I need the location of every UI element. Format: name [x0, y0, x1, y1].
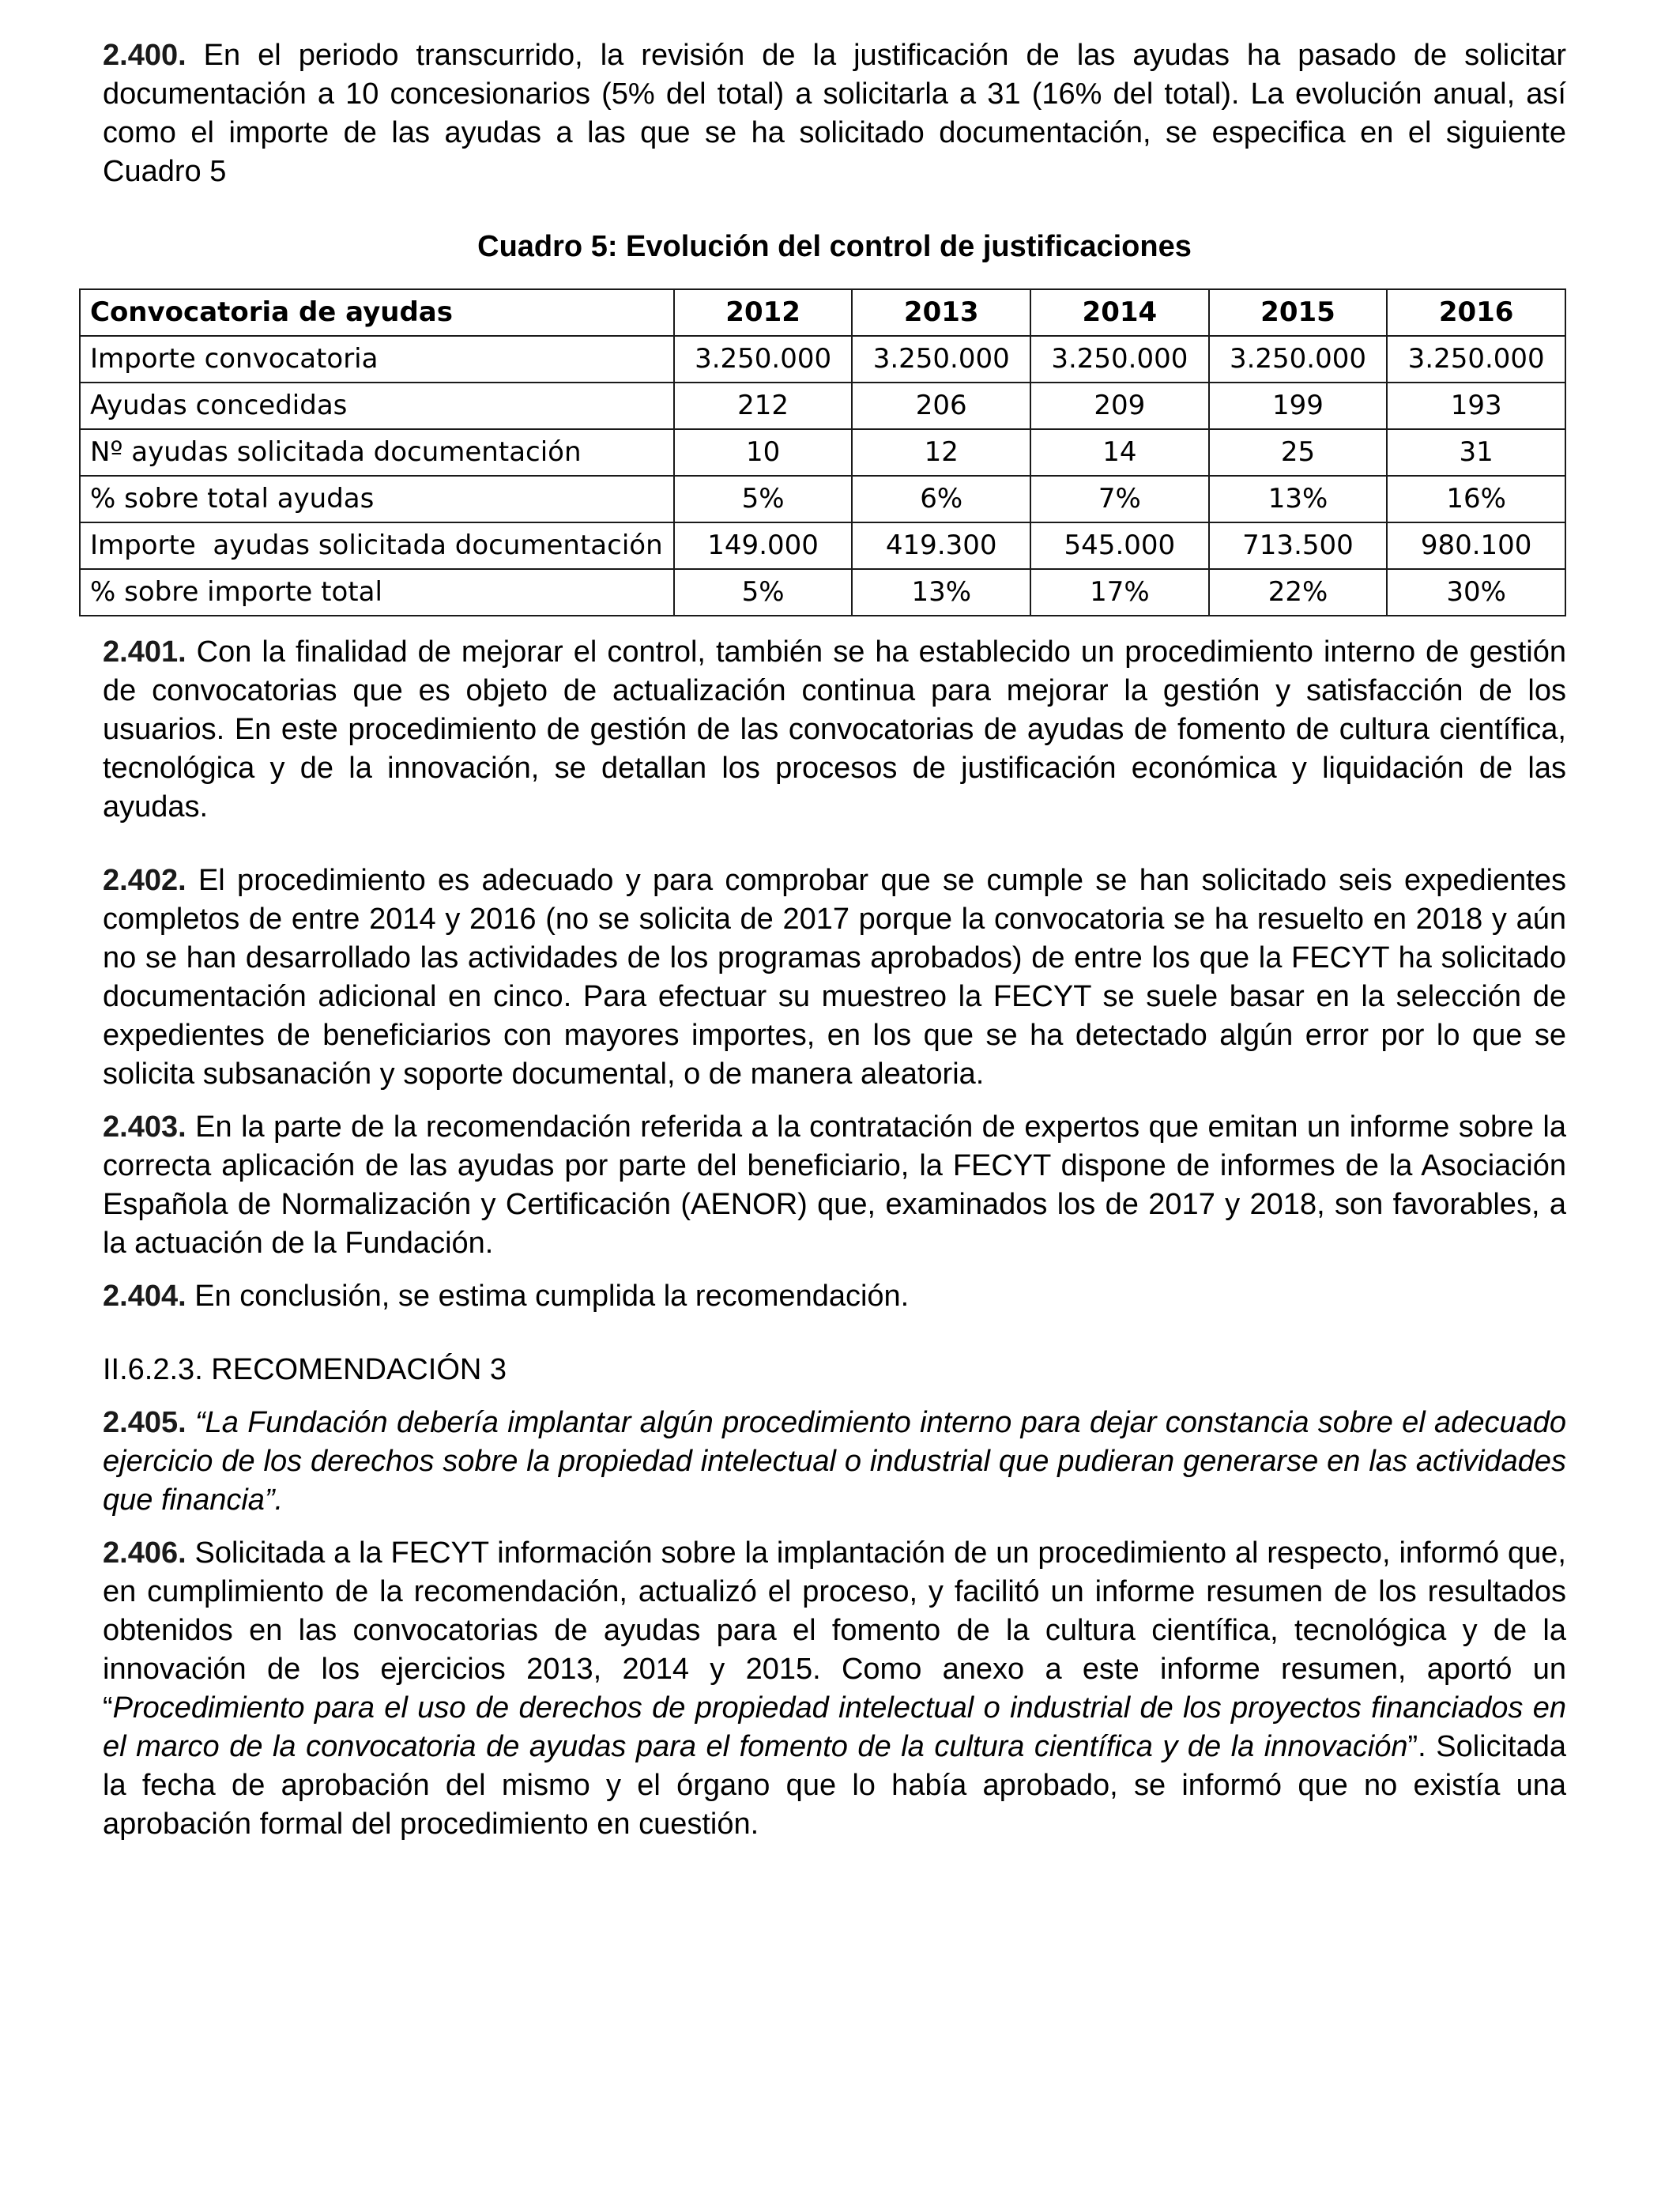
table-cell: 3.250.000 [1387, 336, 1565, 383]
table-cell: 16% [1387, 476, 1565, 522]
table-row [80, 429, 1565, 476]
table-cell: 419.300 [852, 522, 1030, 569]
section-heading: II.6.2.3. RECOMENDACIÓN 3 [103, 1353, 507, 1386]
row-label: % sobre total ayudas [80, 476, 674, 522]
table-cell: 3.250.000 [1030, 336, 1209, 383]
table-cell: 193 [1387, 383, 1565, 429]
table-cell: 3.250.000 [1209, 336, 1388, 383]
table-cell: 7% [1030, 476, 1209, 522]
table-cell: 17% [1030, 569, 1209, 616]
row-label: Ayudas concedidas [80, 383, 674, 429]
table-cell: 545.000 [1030, 522, 1209, 569]
table-row [80, 336, 1565, 383]
table-cell: 212 [674, 383, 853, 429]
table-cell: 12 [852, 429, 1030, 476]
row-label: Importe convocatoria [80, 336, 674, 383]
table-cell: 25 [1209, 429, 1388, 476]
table-cell: 3.250.000 [852, 336, 1030, 383]
table-cell: 13% [1209, 476, 1388, 522]
table-cell: 30% [1387, 569, 1565, 616]
table-caption: Cuadro 5: Evolución del control de justificaciones [477, 230, 1192, 263]
paragraph-text: En conclusión, se estima cumplida la recomendación. [186, 1280, 910, 1313]
paragraph-number: 2.406. [103, 1536, 186, 1570]
row-label: Importe ayudas solicitada documentación [80, 522, 674, 569]
table-cell: 5% [674, 569, 853, 616]
paragraph-text-end: ”. Solicitada la fecha de aprobación del mismo y el órgano que lo había aprobado, se informó que no existía una aprobación formal del procedimiento en cuestión. [103, 1730, 1567, 1841]
row-label: % sobre importe total [80, 569, 674, 616]
table-row [80, 476, 1565, 522]
paragraph-number: 2.404. [103, 1280, 186, 1313]
header-year: 2014 [1030, 289, 1209, 336]
table-row [80, 569, 1565, 616]
table-cell: 5% [674, 476, 853, 522]
row-label: Nº ayudas solicitada documentación [80, 429, 674, 476]
procedure-title: Procedimiento para el uso de derechos de propiedad intelectual o industrial de los proyectos financiados en el marco de la convocatoria de ayudas para el fomento de la cultura científica y de la innovación [103, 1691, 1566, 1763]
header-year: 2015 [1209, 289, 1388, 336]
paragraph-2405 [103, 1404, 1566, 1520]
table-cell: 22% [1209, 569, 1388, 616]
table-cell: 13% [852, 569, 1030, 616]
table-cell: 14 [1030, 429, 1209, 476]
paragraph-2404 [103, 1277, 1566, 1316]
paragraph-2401 [103, 633, 1566, 827]
table-cell: 713.500 [1209, 522, 1388, 569]
justification-control-table [79, 288, 1566, 616]
table-cell: 209 [1030, 383, 1209, 429]
table-cell: 206 [852, 383, 1030, 429]
paragraph-number: 2.400. [103, 39, 186, 72]
paragraph-text: Solicitada a la FECYT información sobre la implantación de un procedimiento al respecto, informó que, en cumplimiento de la recomendación, actualizó el proceso, y facilitó un informe resumen de los resultados obtenidos en las convocatorias de ayudas para el fomento de la cultura científica, tecnológica y de la innovación de los ejercicios 2013, 2014 y 2015. Como anexo a este informe resumen, aportó un “ [103, 1536, 1566, 1725]
table-cell: 980.100 [1387, 522, 1565, 569]
paragraph-2402 [103, 861, 1566, 1094]
paragraph-number: 2.401. [103, 635, 186, 669]
paragraph-number: 2.405. [103, 1406, 186, 1439]
table-header-row [80, 289, 1565, 336]
table-row [80, 522, 1565, 569]
paragraph-text: En el periodo transcurrido, la revisión de la justificación de las ayudas ha pasado de solicitar documentación a 10 concesionarios (5% del total) a solicitarla a 31 (16% del total). La evolución anual, así como el importe de las ayudas a las que se ha solicitado documentación, se especifica en el siguiente Cuadro 5 [103, 39, 1566, 188]
header-year: 2013 [852, 289, 1030, 336]
table-cell: 3.250.000 [674, 336, 853, 383]
paragraph-number: 2.402. [103, 864, 186, 897]
paragraph-2400 [103, 36, 1566, 191]
table-cell: 199 [1209, 383, 1388, 429]
paragraph-number: 2.403. [103, 1110, 186, 1144]
table-cell: 6% [852, 476, 1030, 522]
table-row [80, 383, 1565, 429]
table-cell: 10 [674, 429, 853, 476]
paragraph-text: En la parte de la recomendación referida a la contratación de expertos que emitan un informe sobre la correcta aplicación de las ayudas por parte del beneficiario, la FECYT dispone de informes de la Asociación Española de Normalización y Certificación (AENOR) que, examinados los de 2017 y 2018, son favorables, a la actuación de la Fundación. [103, 1110, 1566, 1260]
header-year: 2012 [674, 289, 853, 336]
paragraph-2406 [103, 1534, 1566, 1844]
header-label: Convocatoria de ayudas [80, 289, 674, 336]
document-page [90, 36, 1567, 1844]
recommendation-quote: “La Fundación debería implantar algún procedimiento interno para dejar constancia sobre el adecuado ejercicio de los derechos sobre la propiedad intelectual o industrial que pudieran generarse en las actividades que financia”. [103, 1406, 1566, 1517]
paragraph-2403 [103, 1108, 1566, 1263]
table-cell: 149.000 [674, 522, 853, 569]
header-year: 2016 [1387, 289, 1565, 336]
paragraph-text: Con la finalidad de mejorar el control, también se ha establecido un procedimiento interno de gestión de convocatorias que es objeto de actualización continua para mejorar la gestión y satisfacción de los usuarios. En este procedimiento de gestión de las convocatorias de ayudas de fomento de cultura científica, tecnológica y de la innovación, se detallan los procesos de justificación económica y liquidación de las ayudas. [103, 635, 1566, 824]
paragraph-text: El procedimiento es adecuado y para comprobar que se cumple se han solicitado seis expedientes completos de entre 2014 y 2016 (no se solicita de 2017 porque la convocatoria se ha resuelto en 2018 y aún no se han desarrollado las actividades de los programas aprobados) de entre los que la FECYT ha solicitado documentación adicional en cinco. Para efectuar su muestreo la FECYT se suele basar en la selección de expedientes de beneficiarios con mayores importes, en los que se ha detectado algún error por lo que se solicita subsanación y soporte documental, o de manera aleatoria. [103, 864, 1566, 1091]
table-cell: 31 [1387, 429, 1565, 476]
